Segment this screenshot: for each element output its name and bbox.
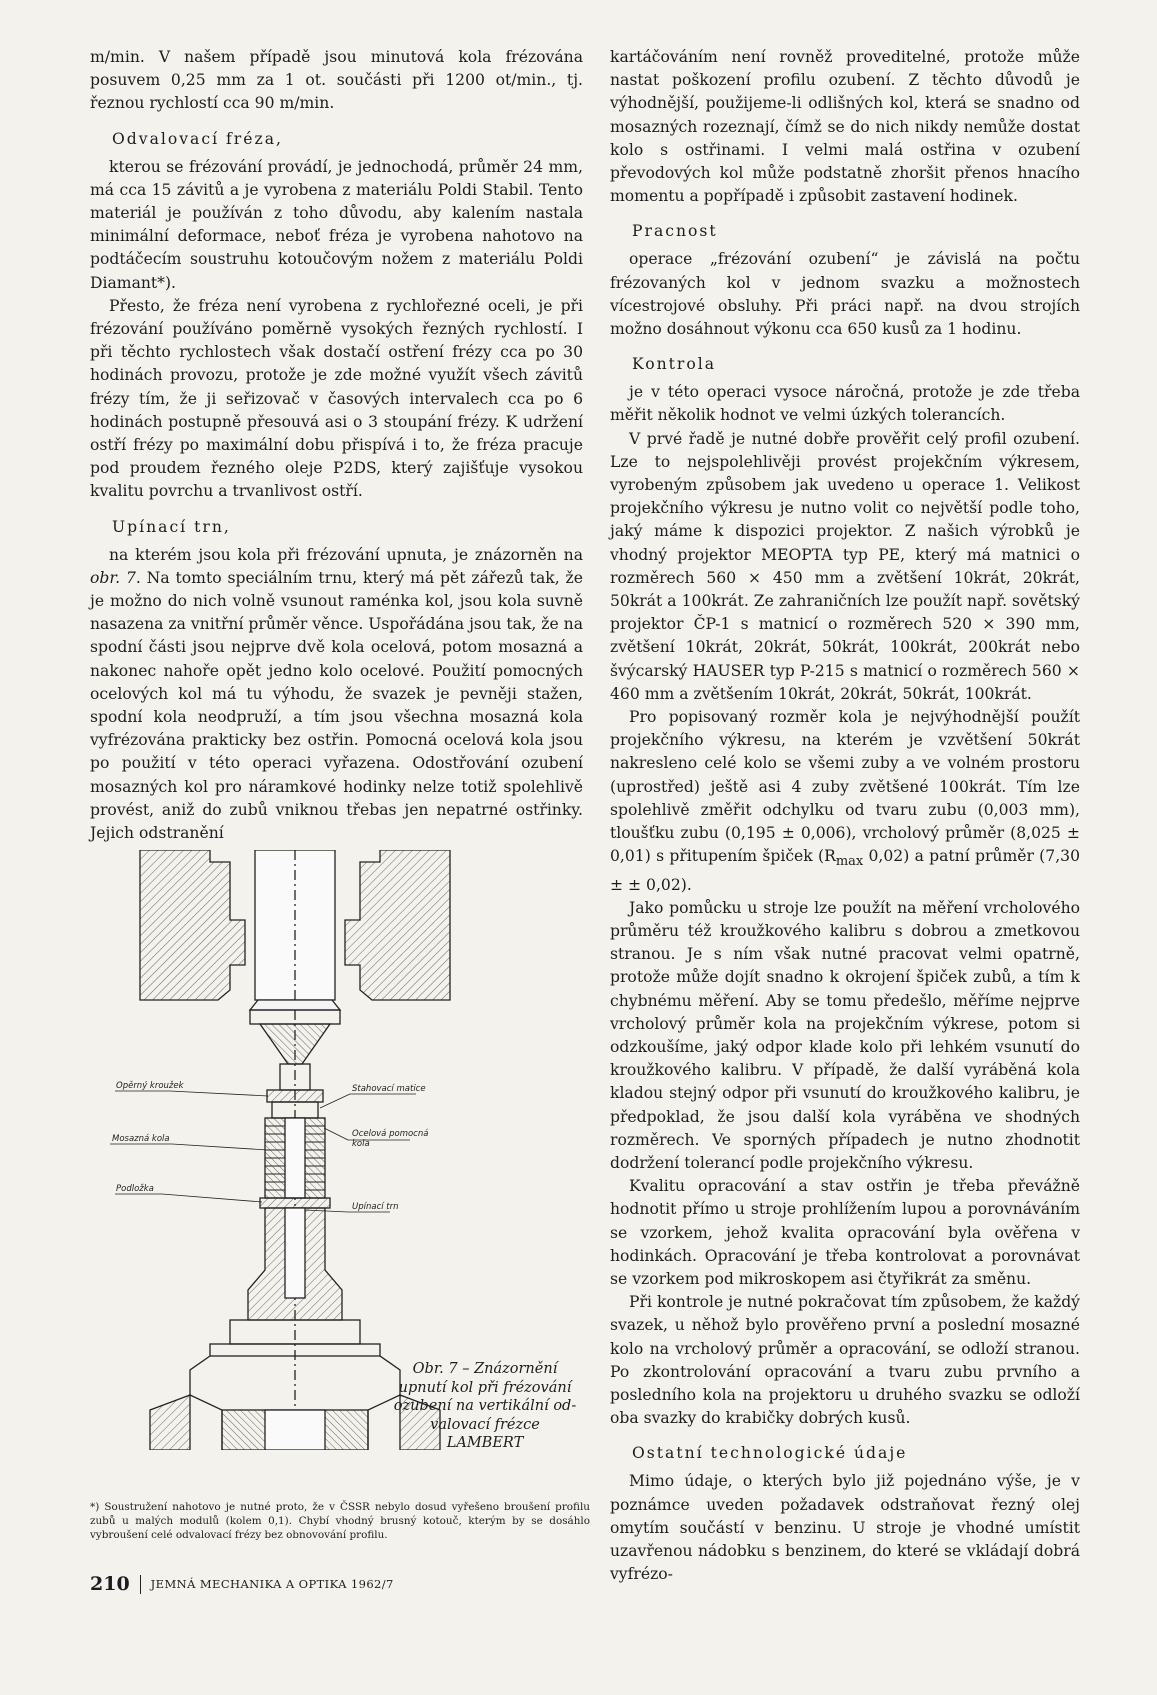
label-brass-wheels: Mosazná kola xyxy=(112,1134,170,1144)
page-number: 210 xyxy=(90,1573,130,1595)
section-heading-inspection: Kontrola xyxy=(632,355,717,374)
paragraph: Pro popisovaný rozměr kola je nejvýhodnější použít projekčního výkresu, na kterém je vzvětšení 50krát nakresleno celé kolo se všemi zuby a ve volném prostoru (uprostřed) ještě asi 4 zuby zvětšené 100krát. Tím lze spolehlivě změřit odchylku od tvaru zubu (0,003 mm), tloušťku zubu (0,195 ± 0,006), vrcholový průměr (8,025 ± 0,01) s přitupením špiček ($R_{max}$ 0,02) a patní průměr (7,30 ± ± 0,02). xyxy=(610,708,1080,894)
label-arbor: Upínací trn xyxy=(352,1202,399,1212)
figure-caption: Obr. 7 – Znázornění upnutí kol při frézování ozubení na vertikální od- valovací frézce LAMBERT xyxy=(393,1361,577,1451)
label-clamp-nut: Stahovací matice xyxy=(352,1084,426,1094)
footer-divider xyxy=(140,1575,141,1594)
paragraph: je v této operaci vysoce náročná, protože je zde třeba měřit několik hodnot ve velmi úzkých tolerancích. xyxy=(610,383,1080,425)
figure-reference: obr. 7 xyxy=(90,568,136,587)
paragraph: Při kontrole je nutné pokračovat tím způsobem, že každý svazek, u něhož bylo prověřeno první a poslední mosazné kolo na vrcholový průměr a opracování, se odloží stranou. Po zkontrolování opracování a tvaru zubu prvního a posledního kola na projektoru u druhého svazku se odloží oba svazky do krabičky dobrých kusů. xyxy=(610,1293,1080,1428)
paragraph: Jako pomůcku u stroje lze použít na měření vrcholového průměru též kroužkového kalibru s dobrou a zmetkovou stranou. Je s ním však nutné pracovat velmi opatrně, protože může dojít snadno k okrojení špiček zubů, a tím k chybnému měření. Aby se tomu předešlo, měříme nejprve vrcholový průměr kola na projekčním výkrese, potom si odzkoušíme, jaký odpor klade kolo při lehkém vsunutí do kroužkového kalibru. V případě, že další vyráběná kola kladou stejný odpor při vsunutí do kroužkového kalibru, je předpoklad, že jsou další kola vyráběna ve shodných rozměrech. Ve sporných případech je nutno zhodnotit dodržení tolerancí podle projekčního výkresu. xyxy=(610,898,1080,1173)
label-steel-wheels: Ocelová pomocná xyxy=(352,1129,429,1139)
right-column xyxy=(610,46,1080,1587)
left-column xyxy=(90,46,583,845)
paragraph: na kterém jsou kola při frézování upnuta, je znázorněn na obr. 7. Na tomto speciálním trnu, který má pět zářezů tak, že je možno do nich volně vsunout raménka kol, jsou kola suvně nasazena za vnitřní průměr věnce. Uspořádána jsou tak, že na spodní části jsou nejprve dvě kola ocelová, potom mosazná a nakonec nahoře opět jedno kolo ocelové. Použití pomocných ocelových kol má tu výhodu, že svazek je pevněji stažen, spodní kola neodpruží, a tím jsou všechna mosazná kola vyfrézována prakticky bez ostřin. Pomocná ocelová kola jsou po použití v této operaci vyřazena. Odostřování ozubení mosazných kol pro náramkové hodinky nelze totiž spolehlivě provést, aniž do zubů vniknou třebas jen nepatrné ostřinky. Jejich odstranění xyxy=(90,545,583,843)
label-support-ring: Opěrný kroužek xyxy=(116,1081,184,1091)
paragraph: Přesto, že fréza není vyrobena z rychlořezné oceli, je při frézování používáno poměrně vysokých řezných rychlostí. I při těchto rychlostech však dostačí ostření frézy cca po 30 hodinách provozu, protože je zde možné využít všech závitů frézy tím, že ji seřizovač v časových intervalech cca po 6 hodinách postupně přesouvá asi o 3 stoupání frézy. K udržení ostří frézy po maximální dobu přispívá i to, že fréza pracuje pod proudem řezného oleje P2DS, který zajišťuje vysokou kvalitu povrchu a trvanlivost ostří. xyxy=(90,296,583,501)
figure xyxy=(90,850,590,1450)
label-steel-wheels-2: kola xyxy=(352,1139,370,1149)
section-heading-arbor: Upínací trn, xyxy=(112,517,231,536)
paragraph: kterou se frézování provádí, je jednochodá, průměr 24 mm, má cca 15 závitů a je vyrobena z materiálu Poldi Stabil. Tento materiál je používán z toho důvodu, aby kalením nastala minimální deformace, neboť fréza je vyrobena nahotovo na podtáčecím soustruhu kotoučovým nožem z materiálu Poldi Diamant*). xyxy=(90,157,583,292)
page-footer xyxy=(90,1572,394,1596)
paragraph: operace „frézování ozubení“ je závislá na počtu frézovaných kol v jednom svazku a možnostech vícestrojové obsluhy. Při práci např. na dvou strojích možno dosáhnout výkonu cca 650 kusů za 1 hodinu. xyxy=(610,250,1080,339)
paragraph: Kvalitu opracování a stav ostřin je třeba převážně hodnotit přímo u stroje prohlížením lupou a porovnáváním se vzorkem, jehož kvalita opracování byla ověřena v hodinkách. Opracování je třeba kontrolovat a porovnávat se vzorkem pod mikroskopem asi čtyřikrát za směnu. xyxy=(610,1177,1080,1289)
journal-title: JEMNÁ MECHANIKA A OPTIKA 1962/7 xyxy=(150,1577,394,1591)
section-heading-other: Ostatní technologické údaje xyxy=(632,1444,908,1463)
label-washer: Podložka xyxy=(116,1184,154,1194)
paragraph: kartáčováním není rovněž proveditelné, protože může nastat poškození profilu ozubení. Z těchto důvodů je výhodnější, použijeme-li odlišných kol, která se snadno od mosazných rozeznají, čímž se do nich nikdy nemůže dostat kolo s ostřinami. I velmi malá ostřina v ozubení převodových kol může podstatně zhoršit přenos hnacího momentu a popřípadě i způsobit zastavení hodinek. xyxy=(610,48,1080,206)
footnote: *) Soustružení nahotovo je nutné proto, že v ČSSR nebylo dosud vyřešeno broušení profilu zubů u malých modulů (kolem 0,1). Chybí vhodný brusný kotouč, kterým by se dosáhlo vybroušení celé odvalovací frézy bez obnovování profilu. xyxy=(90,1501,590,1541)
section-heading-hob: Odvalovací fréza, xyxy=(112,129,283,148)
paragraph: V prvé řadě je nutné dobře prověřit celý profil ozubení. Lze to nejspolehlivěji provést projekčním výkresem, vyrobeným způsobem jak uvedeno u operace 1. Velikost projekčního výkresu je nutno volit co největší podle toho, jaký máme k dispozici projektor. Z našich výrobků je vhodný projektor MEOPTA typ PE, který má matnici o rozměrech 560 × 450 mm a zvětšení 10krát, 20krát, 50krát a 100krát. Ze zahraničních lze použít např. sovětský projektor ČP-1 s matnicí o rozměrech 520 × 390 mm, zvětšení 10krát, 20krát, 50krát, 100krát, 200krát nebo švýcarský HAUSER typ P-215 s matnicí o rozměrech 560 × 460 mm a zvětšením 10krát, 20krát, 50krát, 100krát. xyxy=(610,429,1080,703)
section-heading-labor: Pracnost xyxy=(632,222,718,241)
paragraph: Mimo údaje, o kterých bylo již pojednáno výše, je v poznámce uveden požadavek odstraňovat řezný olej omytím součástí v benzinu. U stroje je vhodné umístit uzavřenou nádobku s benzinem, do které se vkládají dobrá vyfrézo- xyxy=(610,1472,1080,1584)
paragraph: m/min. V našem případě jsou minutová kola frézována posuvem 0,25 mm za 1 ot. součásti při 1200 ot/min., tj. řeznou rychlostí cca 90 m/min. xyxy=(90,48,583,113)
subscript: max xyxy=(835,854,864,870)
